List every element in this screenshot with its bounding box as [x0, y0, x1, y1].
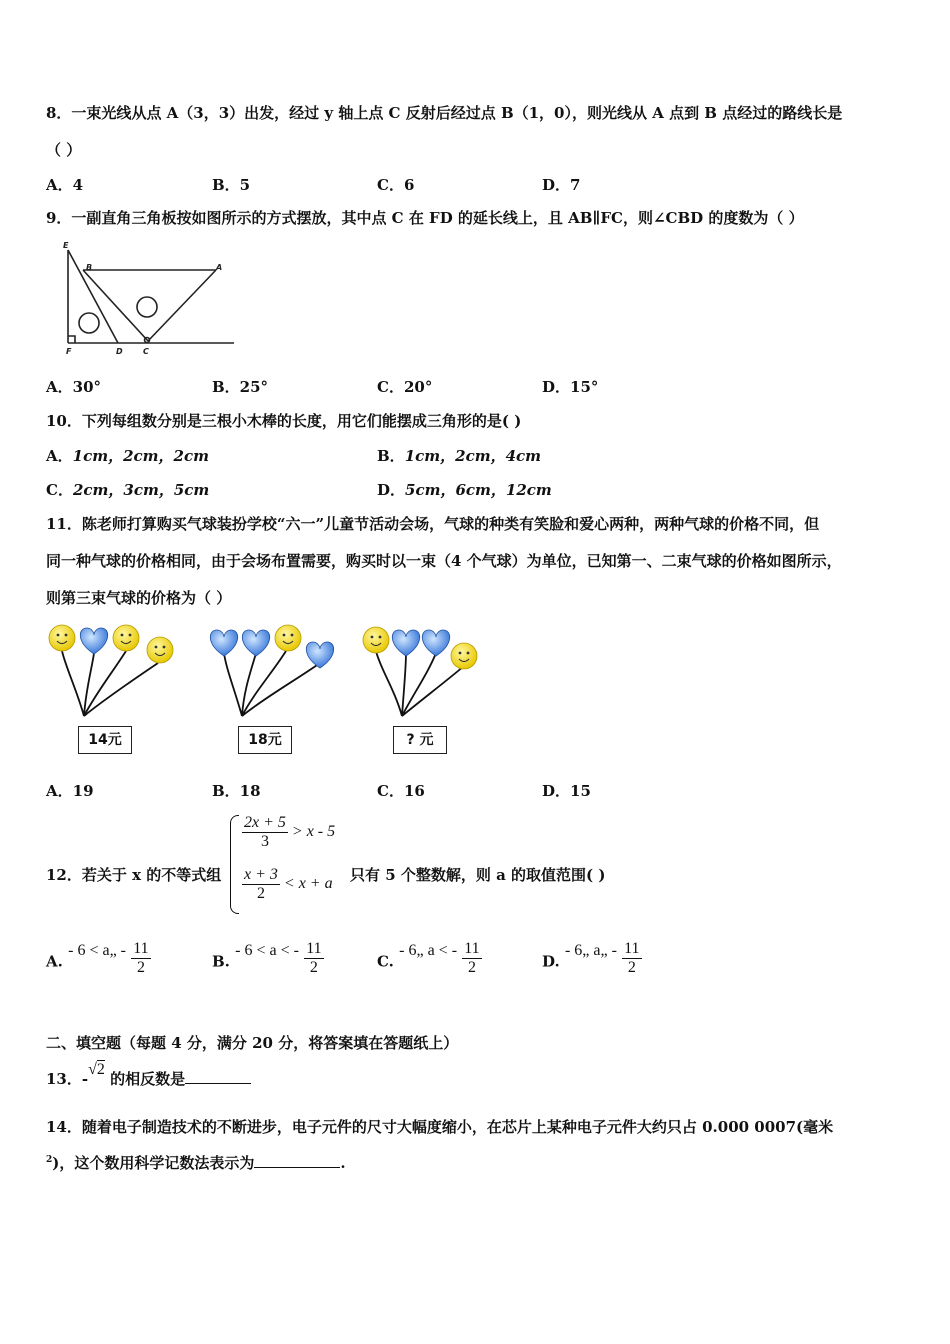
q11-line2: 同一种气球的价格相同，由于会场布置需要，购买时以一束（4 个气球）为单位，已知第一、二束气球的价格如图所示， [46, 552, 842, 570]
q8-option-a: A．4 [46, 176, 84, 194]
price-tag-2: 18元 [238, 726, 292, 754]
q9-option-c: C．20° [377, 378, 433, 396]
q12-prefix: 12．若关于 x 的不等式组 [46, 866, 222, 884]
q10-stem: 10．下列每组数分别是三根小木棒的长度，用它们能摆成三角形的是( ) [46, 412, 522, 430]
q8-option-b: B．5 [212, 176, 251, 194]
q8-option-c: C．6 [377, 176, 415, 194]
q12-option-d: D. - 6„ a„ - $\frac{11}{2}$ [542, 940, 640, 976]
q9-option-d: D．15° [542, 378, 599, 396]
q11-line1: 11．陈老师打算购买气球装扮学校“六一”儿童节活动会场，气球的种类有笑脸和爱心两种，两种气球的价格不同，但 [46, 515, 820, 533]
price-tag-3: ? 元 [393, 726, 447, 754]
q11-option-b: B．18 [212, 782, 261, 800]
label-e: E [63, 241, 69, 250]
q8-option-d: D．7 [542, 176, 581, 194]
q8-stem: 8．一束光线从点 A（3，3）出发，经过 y 轴上点 C 反射后经过点 B（1，0），则光线从 A 点到 B 点经过的路线长是 [46, 104, 843, 122]
q11-option-c: C．16 [377, 782, 425, 800]
q11-option-d: D．15 [542, 782, 591, 800]
q10-option-b: B．1cm，2cm，4cm [377, 447, 542, 465]
balloon-bunch-3 [363, 627, 477, 716]
q9-triangle-figure [58, 240, 238, 358]
q12-inequality-1: $\frac{2x + 5}{3}$ > x - 5 [244, 814, 336, 850]
q10-option-d: D．5cm，6cm，12cm [377, 481, 552, 499]
q12-option-b: B. - 6 < a < - $\frac{11}{2}$ [212, 940, 322, 976]
q14-answer-blank[interactable] [254, 1167, 340, 1168]
q11-line3: 则第三束气球的价格为（ ） [46, 589, 232, 607]
q13-answer-blank[interactable] [185, 1083, 251, 1084]
balloon-bunch-2 [210, 625, 333, 716]
q14-line1: 14．随着电子制造技术的不断进步，电子元件的尺寸大幅度缩小，在芯片上某种电子元件大约只占 0.000 0007(毫米 [46, 1118, 834, 1136]
label-f: F [66, 347, 72, 356]
balloon-bunch-1 [49, 625, 173, 716]
q12-inequality-2: $\frac{x + 3}{2}$ < x + a [244, 866, 333, 902]
q9-stem: 9．一副直角三角板按如图所示的方式摆放，其中点 C 在 FD 的延长线上，且 AB∥FC，则∠CBD 的度数为（ ） [46, 209, 804, 227]
q9-option-a: A．30° [46, 378, 102, 396]
q12-option-c: C. - 6„ a < - $\frac{11}{2}$ [377, 940, 480, 976]
label-b: B [86, 263, 93, 272]
label-a: A [216, 263, 223, 272]
label-c: C [143, 347, 149, 356]
q9-option-b: B．25° [212, 378, 269, 396]
price-tag-1: 14元 [78, 726, 132, 754]
q10-option-a: A．1cm，2cm，2cm [46, 447, 209, 465]
q12-suffix: 只有 5 个整数解，则 a 的取值范围( ) [350, 866, 606, 884]
q10-option-c: C．2cm，3cm，5cm [46, 481, 210, 499]
q12-brace [230, 815, 239, 914]
q8-paren: （ ） [46, 141, 82, 159]
q11-option-a: A．19 [46, 782, 94, 800]
section-2-heading: 二、填空题（每题 4 分，满分 20 分，将答案填在答题纸上） [46, 1034, 459, 1052]
q14-line2: $^2$)，这个数用科学记数法表示为 . [46, 1154, 346, 1172]
label-d: D [116, 347, 123, 356]
q12-option-a: A. - 6 < a„ - $\frac{11}{2}$ [46, 940, 149, 976]
q13-line: 13．-√2 的相反数是 [46, 1068, 251, 1089]
